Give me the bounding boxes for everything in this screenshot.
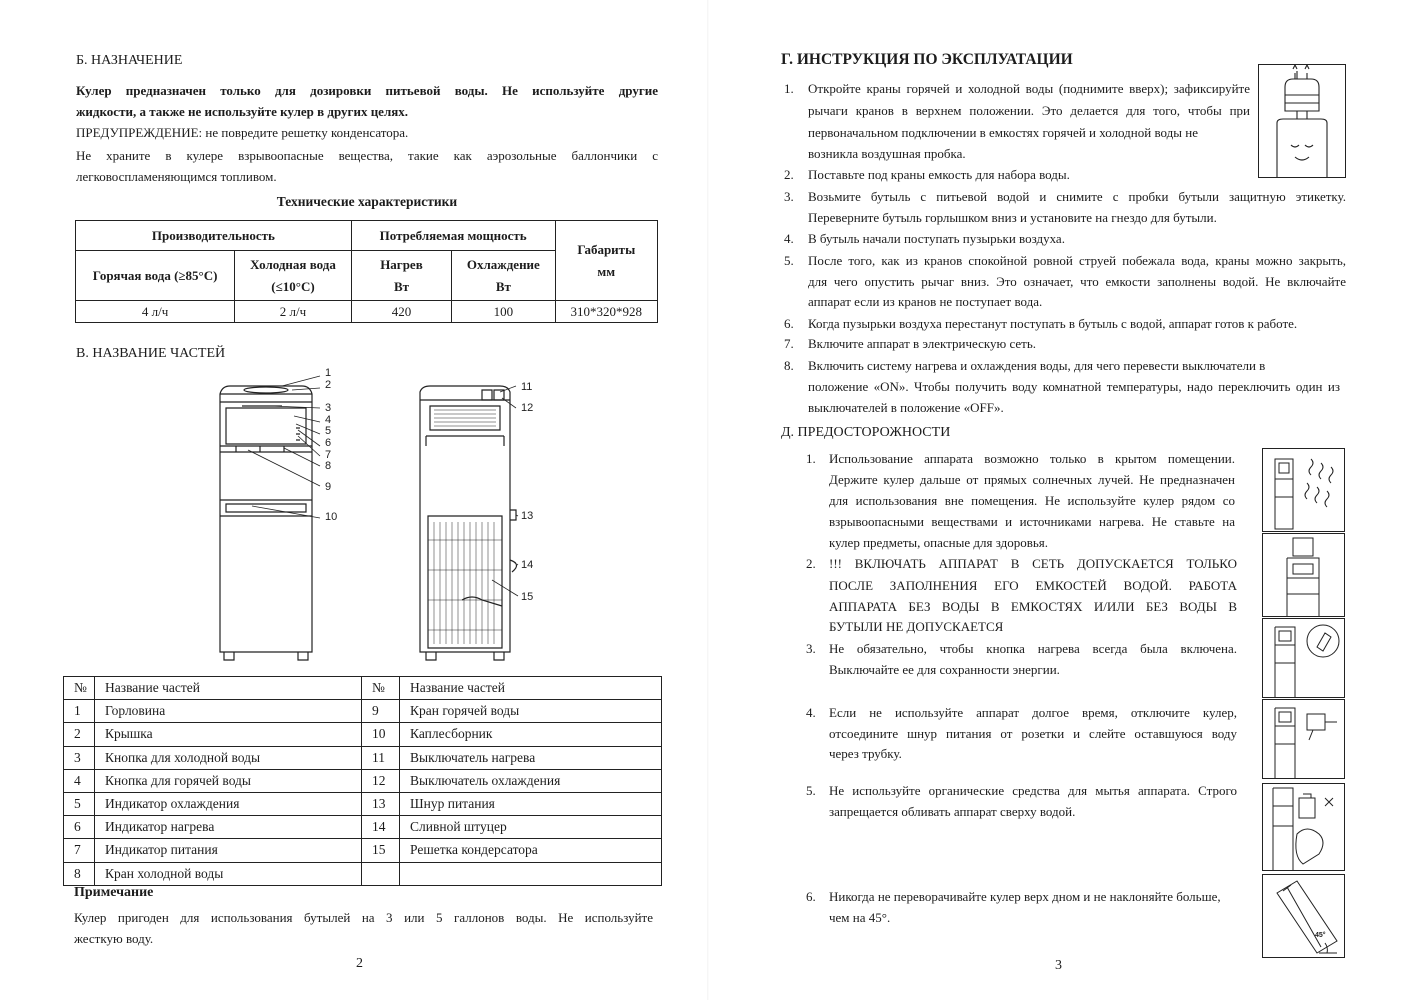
cooler-back-drawing: [412, 380, 524, 662]
spec-header-cool: [452, 251, 555, 301]
callout-7: 7: [325, 448, 332, 461]
purpose-bold-line-1: Кулер предназначен только для дозировки питьевой воды. Не используйте другие: [76, 83, 658, 98]
spec-value-cold: 2 л/ч: [235, 301, 352, 323]
spec-value-heat: 420: [351, 301, 451, 323]
d-item-4-number: 4.: [806, 705, 816, 720]
table-row: [64, 816, 662, 839]
parts-header-name: Название частей: [95, 677, 362, 700]
part-name: Индикатор охлаждения: [95, 792, 362, 815]
callout-13: 13: [521, 510, 534, 522]
tilt-angle-label: 45°: [1315, 932, 1326, 939]
g-item-4-line-1: В бутыль начали поступать пузырьки воздуха.: [808, 231, 1065, 246]
d-item-3-number: 3.: [806, 641, 816, 656]
parts-header-name: Название частей: [400, 677, 662, 700]
d-item-6-line-1: Никогда не переворачивайте кулер верх дном и не наклоняйте больше,: [829, 889, 1221, 904]
power-button-illustration: [1262, 618, 1345, 698]
part-number: 9: [362, 700, 400, 723]
g-item-2-number: 2.: [784, 167, 794, 182]
part-name: Кран горячей воды: [400, 700, 662, 723]
spec-header-dims-label: Габариты: [577, 241, 636, 257]
section-d-title: Д. ПРЕДОСТОРОЖНОСТИ: [781, 425, 951, 440]
g-item-3-number: 3.: [784, 189, 794, 204]
part-number: 10: [362, 723, 400, 746]
warning-text: ПРЕДУПРЕЖДЕНИЕ: не повредите решетку конденсатора.: [76, 125, 409, 140]
storage-line-1: Не храните в кулере взрывоопасные вещества, такие как аэрозольные баллончики с: [76, 148, 658, 163]
g-item-1-line-4: возникла воздушная пробка.: [808, 146, 966, 161]
section-g-title: Г. ИНСТРУКЦИЯ ПО ЭКСПЛУАТАЦИИ: [781, 51, 1073, 68]
g-item-3-line-1: Возьмите бутыль с питьевой водой и снимите с пробки бутыли защитную этикетку.: [808, 189, 1346, 204]
g-item-1-number: 1.: [784, 81, 794, 96]
table-row: [64, 723, 662, 746]
d-item-1-number: 1.: [806, 451, 816, 466]
part-name: Каплесборник: [400, 723, 662, 746]
spec-header-heat-unit: Вт: [393, 278, 409, 294]
d-item-2-line-3: АППАРАТА БЕЗ ВОДЫ В ЕМКОСТЯХ И/ИЛИ БЕЗ ВОДЫ В: [829, 599, 1237, 614]
note-line-2: жесткую воду.: [74, 931, 154, 946]
d-item-5-number: 5.: [806, 783, 816, 798]
section-b-title: Б. НАЗНАЧЕНИЕ: [76, 53, 183, 68]
spec-value-hot: 4 л/ч: [76, 301, 235, 323]
part-number: 15: [362, 839, 400, 862]
spec-header-cool-label: Охлаждение: [466, 256, 540, 272]
spec-header-hot: Горячая вода (≥85°C): [76, 251, 235, 301]
g-item-4-number: 4.: [784, 231, 794, 246]
parts-table: [63, 676, 662, 886]
front-callouts: [325, 368, 337, 524]
d-item-2-line-1: !!! ВКЛЮЧАТЬ АППАРАТ В СЕТЬ ДОПУСКАЕТСЯ ТОЛЬКО: [829, 556, 1237, 571]
g-item-2-line-1: Поставьте под краны емкость для набора воды.: [808, 167, 1070, 182]
callout-10: 10: [325, 511, 338, 524]
callout-15: 15: [521, 591, 534, 603]
part-number: 14: [362, 816, 400, 839]
part-number: 3: [64, 746, 95, 769]
d-item-6-line-2: чем на 45°.: [829, 910, 891, 925]
part-number: 12: [362, 769, 400, 792]
part-number: 4: [64, 769, 95, 792]
table-row: [64, 792, 662, 815]
specs-table: [75, 220, 658, 323]
part-number: 13: [362, 792, 400, 815]
part-name: Крышка: [95, 723, 362, 746]
purpose-bold-line-2: жидкости, а также не используйте кулер в других целях.: [76, 104, 409, 119]
d-item-1-line-1: Использование аппарата возможно только в крытом помещении.: [829, 451, 1235, 466]
part-name: Шнур питания: [400, 792, 662, 815]
part-name: Кнопка для горячей воды: [95, 769, 362, 792]
g-item-5-number: 5.: [784, 253, 794, 268]
g-item-6-line-1: Когда пузырьки воздуха перестанут поступать в бутыль с водой, аппарат готов к работе.: [808, 316, 1298, 331]
part-number: 11: [362, 746, 400, 769]
sun-warning-illustration: [1262, 448, 1345, 532]
d-item-3-line-1: Не обязательно, чтобы кнопка нагрева всегда была включена.: [829, 641, 1237, 656]
callout-4: 4: [325, 413, 332, 426]
table-row: [64, 746, 662, 769]
callout-14: 14: [521, 559, 534, 571]
g-item-5-line-2: для чего опустить рычаг вниз. Это означает, что емкости заполнены водой. Не включайте: [808, 274, 1346, 289]
spec-value-dims: 310*320*928: [555, 301, 657, 323]
part-name: Решетка кондерсатора: [400, 839, 662, 862]
specs-title: Технические характеристики: [276, 194, 458, 209]
g-item-8-line-2: положение «ON». Чтобы получить воду комнатной температуры, надо переключить один из: [808, 379, 1340, 394]
parts-header-num: №: [64, 677, 95, 700]
part-name: Сливной штуцер: [400, 816, 662, 839]
g-item-8-number: 8.: [784, 358, 794, 373]
spec-header-cold-temp: (≤10°C): [271, 278, 315, 294]
callout-8: 8: [325, 460, 332, 473]
part-number: 6: [64, 816, 95, 839]
part-number: 5: [64, 792, 95, 815]
part-number: 7: [64, 839, 95, 862]
g-item-1-line-1: Откройте краны горячей и холодной воды (поднимите вверх); зафиксируйте: [808, 81, 1250, 96]
section-v-title: В. НАЗВАНИЕ ЧАСТЕЙ: [76, 346, 226, 361]
spec-header-cold: [235, 251, 352, 301]
part-number: 1: [64, 700, 95, 723]
part-name: Кнопка для холодной воды: [95, 746, 362, 769]
callout-11: 11: [521, 381, 533, 393]
spec-header-cool-unit: Вт: [495, 278, 511, 294]
d-item-1-line-2: Держите кулер дальше от прямых солнечных лучей. Не предназначен: [829, 472, 1235, 487]
callout-12: 12: [521, 402, 534, 414]
d-item-3-line-2: Выключайте ее для сохранности энергии.: [829, 662, 1060, 677]
g-item-5-line-1: После того, как из кранов спокойной ровной струей побежала вода, краны можно закрыть,: [808, 253, 1346, 268]
d-item-1-line-3: для использования вне помещения. Не используйте кулер рядом со: [829, 493, 1235, 508]
spec-value-cool: 100: [452, 301, 555, 323]
d-item-1-line-4: взрывоопасными веществами и источниками нагрева. Не ставьте на: [829, 514, 1235, 529]
part-name: Выключатель охлаждения: [400, 769, 662, 792]
spec-header-dims: [555, 221, 657, 301]
part-number: 2: [64, 723, 95, 746]
d-item-2-line-4: БУТЫЛИ НЕ ДОПУСКАЕТСЯ: [829, 619, 1004, 634]
g-item-3-line-2: Переверните бутыль горлышком вниз и установите на гнездо для бутыли.: [808, 210, 1217, 225]
d-item-1-line-5: кулер предметы, опасные для здоровья.: [829, 535, 1049, 550]
note-line-1: Кулер пригоден для использования бутылей на 3 или 5 галлонов воды. Не используйте: [74, 910, 653, 925]
callout-3: 3: [325, 402, 332, 415]
callout-6: 6: [325, 436, 332, 449]
part-name: Индикатор питания: [95, 839, 362, 862]
d-item-2-number: 2.: [806, 556, 816, 571]
callout-5: 5: [325, 425, 332, 438]
g-item-8-line-1: Включить систему нагрева и охлаждения воды, для чего перевести выключатели в: [808, 358, 1266, 373]
part-name: Выключатель нагрева: [400, 746, 662, 769]
part-name: Кран холодной воды: [95, 862, 362, 885]
table-row: [64, 862, 662, 885]
no-chemicals-illustration: [1262, 783, 1345, 871]
g-item-8-line-3: выключателей в положение «OFF».: [808, 400, 1004, 415]
page-number-left: 2: [356, 956, 363, 971]
g-item-1-line-2: рычаги кранов в верхнем положении. Это делается для того, чтобы при: [808, 103, 1250, 118]
d-item-5-line-1: Не используйте органические средства для мытья аппарата. Строго: [829, 783, 1237, 798]
g-item-1-line-3: первоначальном подключении в емкостях горячей и холодной воды не: [808, 125, 1198, 140]
table-row: [64, 700, 662, 723]
spec-header-heat: [351, 251, 451, 301]
spec-header-performance: Производительность: [76, 221, 352, 251]
parts-header-num: №: [362, 677, 400, 700]
fill-before-power-illustration: [1262, 533, 1345, 617]
callout-1: 1: [325, 367, 332, 379]
spec-header-dims-unit: мм: [597, 263, 616, 279]
part-name: Индикатор нагрева: [95, 816, 362, 839]
part-number: 8: [64, 862, 95, 885]
d-item-2-line-2: ПОСЛЕ ЗАПОЛНЕНИЯ ЕГО ЕМКОСТЕЙ ВОДОЙ. РАБОТА: [829, 578, 1237, 593]
g-item-5-line-3: аппарат если из кранов не поступает вода.: [808, 294, 1043, 309]
spec-header-cold-label: Холодная вода: [250, 256, 336, 272]
callout-2: 2: [325, 378, 332, 391]
unplug-illustration: [1262, 699, 1345, 779]
callout-9: 9: [325, 480, 332, 493]
part-number: [362, 862, 400, 885]
g-item-7-line-1: Включите аппарат в электрическую сеть.: [808, 336, 1037, 351]
d-item-5-line-2: запрещается обливать аппарат сверху водой.: [829, 804, 1076, 819]
g-item-6-number: 6.: [784, 316, 794, 331]
d-item-4-line-3: через трубку.: [829, 746, 902, 761]
part-name: Горловина: [95, 700, 362, 723]
tilt-limit-illustration: [1262, 874, 1345, 958]
d-item-4-line-1: Если не используйте аппарат долгое время, отключите кулер,: [829, 705, 1237, 720]
page-number-right: 3: [1055, 958, 1062, 973]
g-item-7-number: 7.: [784, 336, 794, 351]
table-row: [64, 769, 662, 792]
d-item-4-line-2: отсоедините шнур питания от розетки и слейте оставшуюся воду: [829, 726, 1237, 741]
cooler-front-drawing: [212, 366, 342, 662]
table-row: [64, 839, 662, 862]
d-item-6-number: 6.: [806, 889, 816, 904]
page-fold: [707, 0, 709, 1000]
storage-line-2: легковоспламеняющимся топливом.: [76, 169, 277, 184]
cooler-illustration-g: [1258, 64, 1346, 178]
spec-header-power: Потребляемая мощность: [351, 221, 555, 251]
spec-header-heat-label: Нагрев: [380, 256, 423, 272]
note-title: Примечание: [74, 885, 154, 900]
part-name: [400, 862, 662, 885]
